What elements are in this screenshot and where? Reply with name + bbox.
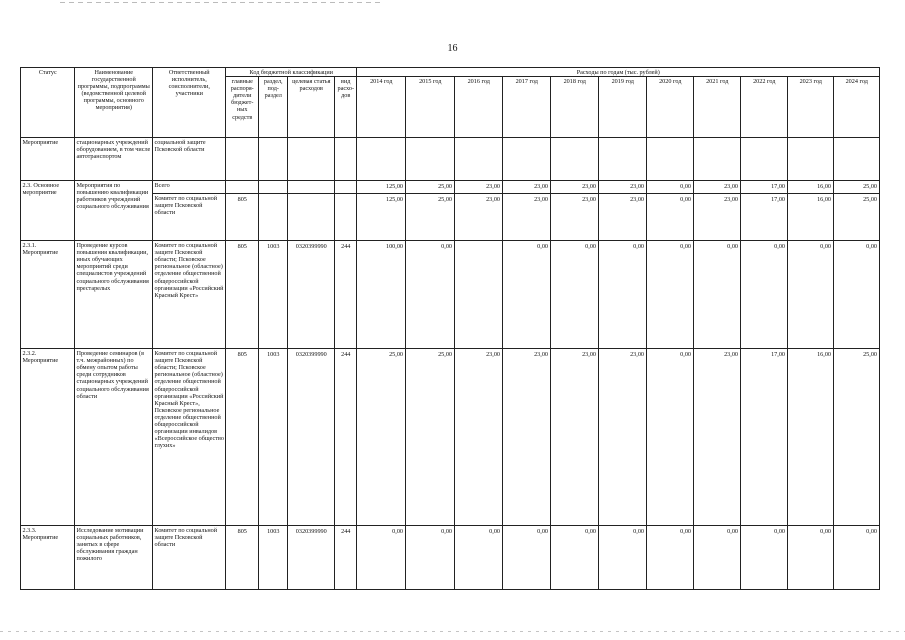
row-value: 0,00 xyxy=(503,526,551,590)
row-grbs xyxy=(226,138,259,181)
header-budget-code: Код бюджетной классификации xyxy=(226,68,357,77)
row-value: 16,00 xyxy=(788,349,834,526)
row-value: 23,00 xyxy=(694,194,741,241)
scan-noise-top xyxy=(60,2,380,3)
row-value xyxy=(694,138,741,181)
header-year: 2020 год xyxy=(647,77,694,138)
row-value: 0,00 xyxy=(406,241,455,349)
table-row xyxy=(21,241,880,349)
row-value: 23,00 xyxy=(503,194,551,241)
row-value: 0,00 xyxy=(741,526,788,590)
header-year: 2022 год xyxy=(741,77,788,138)
row-executor: Комитет по социальной защите Псковской области; Псковское региональное (областное) отделение общественной общероссийской организации «Российский Красный Крест», Псковское региональное отделение общественной общероссийской организации инвалидов «Всероссийское общество глухих» xyxy=(153,349,226,526)
row-value xyxy=(551,138,599,181)
row-value: 17,00 xyxy=(741,181,788,194)
header-year: 2014 год xyxy=(357,77,406,138)
header-status: Статус xyxy=(21,68,75,138)
row-grbs: 805 xyxy=(226,194,259,241)
row-value: 25,00 xyxy=(834,194,880,241)
row-grbs: 805 xyxy=(226,526,259,590)
row-csr xyxy=(288,138,335,181)
row-value xyxy=(406,138,455,181)
row-value xyxy=(647,138,694,181)
row-rzpr xyxy=(259,181,288,194)
row-value: 23,00 xyxy=(599,349,647,526)
row-value: 25,00 xyxy=(834,349,880,526)
row-value: 0,00 xyxy=(647,349,694,526)
row-value: 0,00 xyxy=(551,526,599,590)
table-row xyxy=(21,181,880,194)
row-executor: Комитет по социальной защите Псковской области xyxy=(153,194,226,241)
header-vr: вид расхо-дов xyxy=(335,77,357,138)
row-csr: 0320399990 xyxy=(288,349,335,526)
row-value: 23,00 xyxy=(599,181,647,194)
row-value: 0,00 xyxy=(647,181,694,194)
row-value: 0,00 xyxy=(788,241,834,349)
row-value: 16,00 xyxy=(788,181,834,194)
row-value xyxy=(834,138,880,181)
row-value xyxy=(599,138,647,181)
row-status: Мероприятие xyxy=(21,138,75,181)
row-rzpr: 1003 xyxy=(259,349,288,526)
row-value: 0,00 xyxy=(455,526,503,590)
header-year: 2018 год xyxy=(551,77,599,138)
table-row xyxy=(21,349,880,526)
row-value: 0,00 xyxy=(503,241,551,349)
header-rzpr: раздел, под-раздел xyxy=(259,77,288,138)
row-value: 17,00 xyxy=(741,349,788,526)
header-year: 2016 год xyxy=(455,77,503,138)
row-name: Проведение семинаров (в т.ч. межрайонных) по обмену опытом работы среди сотрудников стационарных учреждений социального обслуживания области xyxy=(75,349,153,526)
row-value: 16,00 xyxy=(788,194,834,241)
row-value: 23,00 xyxy=(503,349,551,526)
row-vr: 244 xyxy=(335,241,357,349)
row-value: 0,00 xyxy=(406,526,455,590)
row-value: 0,00 xyxy=(834,241,880,349)
row-value: 0,00 xyxy=(694,526,741,590)
table-row xyxy=(21,526,880,590)
row-value: 25,00 xyxy=(357,349,406,526)
row-vr xyxy=(335,181,357,194)
row-executor: Комитет по социальной защите Псковской области xyxy=(153,526,226,590)
row-grbs: 805 xyxy=(226,241,259,349)
header-year: 2017 год xyxy=(503,77,551,138)
row-value: 0,00 xyxy=(694,241,741,349)
header-name: Наименование государственной программы, подпрограммы (ведомственной целевой программы, основного мероприятия) xyxy=(75,68,153,138)
row-value: 23,00 xyxy=(455,349,503,526)
row-name: Мероприятия по повышению квалификации работников учреждений социального обслуживания xyxy=(75,181,153,241)
header-csr: целевая статья расходов xyxy=(288,77,335,138)
row-value: 23,00 xyxy=(455,181,503,194)
row-value: 23,00 xyxy=(551,181,599,194)
row-grbs: 805 xyxy=(226,349,259,526)
row-value: 0,00 xyxy=(647,526,694,590)
header-year: 2023 год xyxy=(788,77,834,138)
row-value: 23,00 xyxy=(503,181,551,194)
row-value: 17,00 xyxy=(741,194,788,241)
row-value: 0,00 xyxy=(741,241,788,349)
row-status: 2.3. Основное мероприятие xyxy=(21,181,75,241)
header-year: 2015 год xyxy=(406,77,455,138)
row-value: 0,00 xyxy=(788,526,834,590)
row-name: Проведение курсов повышения квалификации, иных обучающих мероприятий среди специалистов учреждений социального обслуживания престарелых xyxy=(75,241,153,349)
row-value: 100,00 xyxy=(357,241,406,349)
row-value: 25,00 xyxy=(406,181,455,194)
row-value: 0,00 xyxy=(599,526,647,590)
row-executor: Всего xyxy=(153,181,226,194)
row-status: 2.3.2. Мероприятие xyxy=(21,349,75,526)
budget-table-sheet xyxy=(20,67,880,590)
row-value: 23,00 xyxy=(455,194,503,241)
row-value: 25,00 xyxy=(406,349,455,526)
row-value: 23,00 xyxy=(551,349,599,526)
row-vr: 244 xyxy=(335,349,357,526)
header-year: 2024 год xyxy=(834,77,880,138)
row-value: 125,00 xyxy=(357,194,406,241)
row-vr: 244 xyxy=(335,526,357,590)
row-value: 0,00 xyxy=(647,241,694,349)
budget-table xyxy=(20,67,880,590)
row-rzpr xyxy=(259,194,288,241)
row-csr: 0320399990 xyxy=(288,241,335,349)
row-value xyxy=(741,138,788,181)
row-value: 0,00 xyxy=(599,241,647,349)
row-rzpr: 1003 xyxy=(259,526,288,590)
table-body xyxy=(21,138,880,590)
header-grbs: главные распоря-дители бюджет-ных средств xyxy=(226,77,259,138)
row-value: 0,00 xyxy=(357,526,406,590)
row-value: 125,00 xyxy=(357,181,406,194)
row-value: 25,00 xyxy=(406,194,455,241)
row-value xyxy=(788,138,834,181)
row-vr xyxy=(335,138,357,181)
row-grbs xyxy=(226,181,259,194)
row-value: 0,00 xyxy=(551,241,599,349)
table-row xyxy=(21,138,880,181)
row-value xyxy=(357,138,406,181)
table-header xyxy=(21,68,880,138)
row-value: 23,00 xyxy=(599,194,647,241)
row-value xyxy=(455,138,503,181)
row-rzpr xyxy=(259,138,288,181)
row-csr xyxy=(288,194,335,241)
row-csr xyxy=(288,181,335,194)
row-value: 0,00 xyxy=(647,194,694,241)
row-executor: Комитет по социальной защите Псковской области; Псковское региональное (областное) отделение общественной общероссийской организации «Российский Красный Крест» xyxy=(153,241,226,349)
row-value: 25,00 xyxy=(834,181,880,194)
row-status: 2.3.3. Мероприятие xyxy=(21,526,75,590)
row-value xyxy=(455,241,503,349)
row-executor: социальной защите Псковской области xyxy=(153,138,226,181)
row-value: 23,00 xyxy=(694,181,741,194)
scan-noise-bottom xyxy=(0,631,905,632)
header-year: 2021 год xyxy=(694,77,741,138)
row-value xyxy=(503,138,551,181)
header-executor: Ответственный исполнитель, соисполнители, участники xyxy=(153,68,226,138)
row-csr: 0320399990 xyxy=(288,526,335,590)
row-rzpr: 1003 xyxy=(259,241,288,349)
row-value: 23,00 xyxy=(551,194,599,241)
header-year: 2019 год xyxy=(599,77,647,138)
row-status: 2.3.1. Мероприятие xyxy=(21,241,75,349)
row-value: 23,00 xyxy=(694,349,741,526)
row-value: 0,00 xyxy=(834,526,880,590)
row-name: стационарных учреждений оборудованием, в том числе автотранспортом xyxy=(75,138,153,181)
page-number: 16 xyxy=(447,43,458,54)
header-expenses: Расходы по годам (тыс. рублей) xyxy=(357,68,880,77)
row-name: Исследование мотивации социальных работников, занятых в сфере обслуживания граждан пожилого xyxy=(75,526,153,590)
row-vr xyxy=(335,194,357,241)
